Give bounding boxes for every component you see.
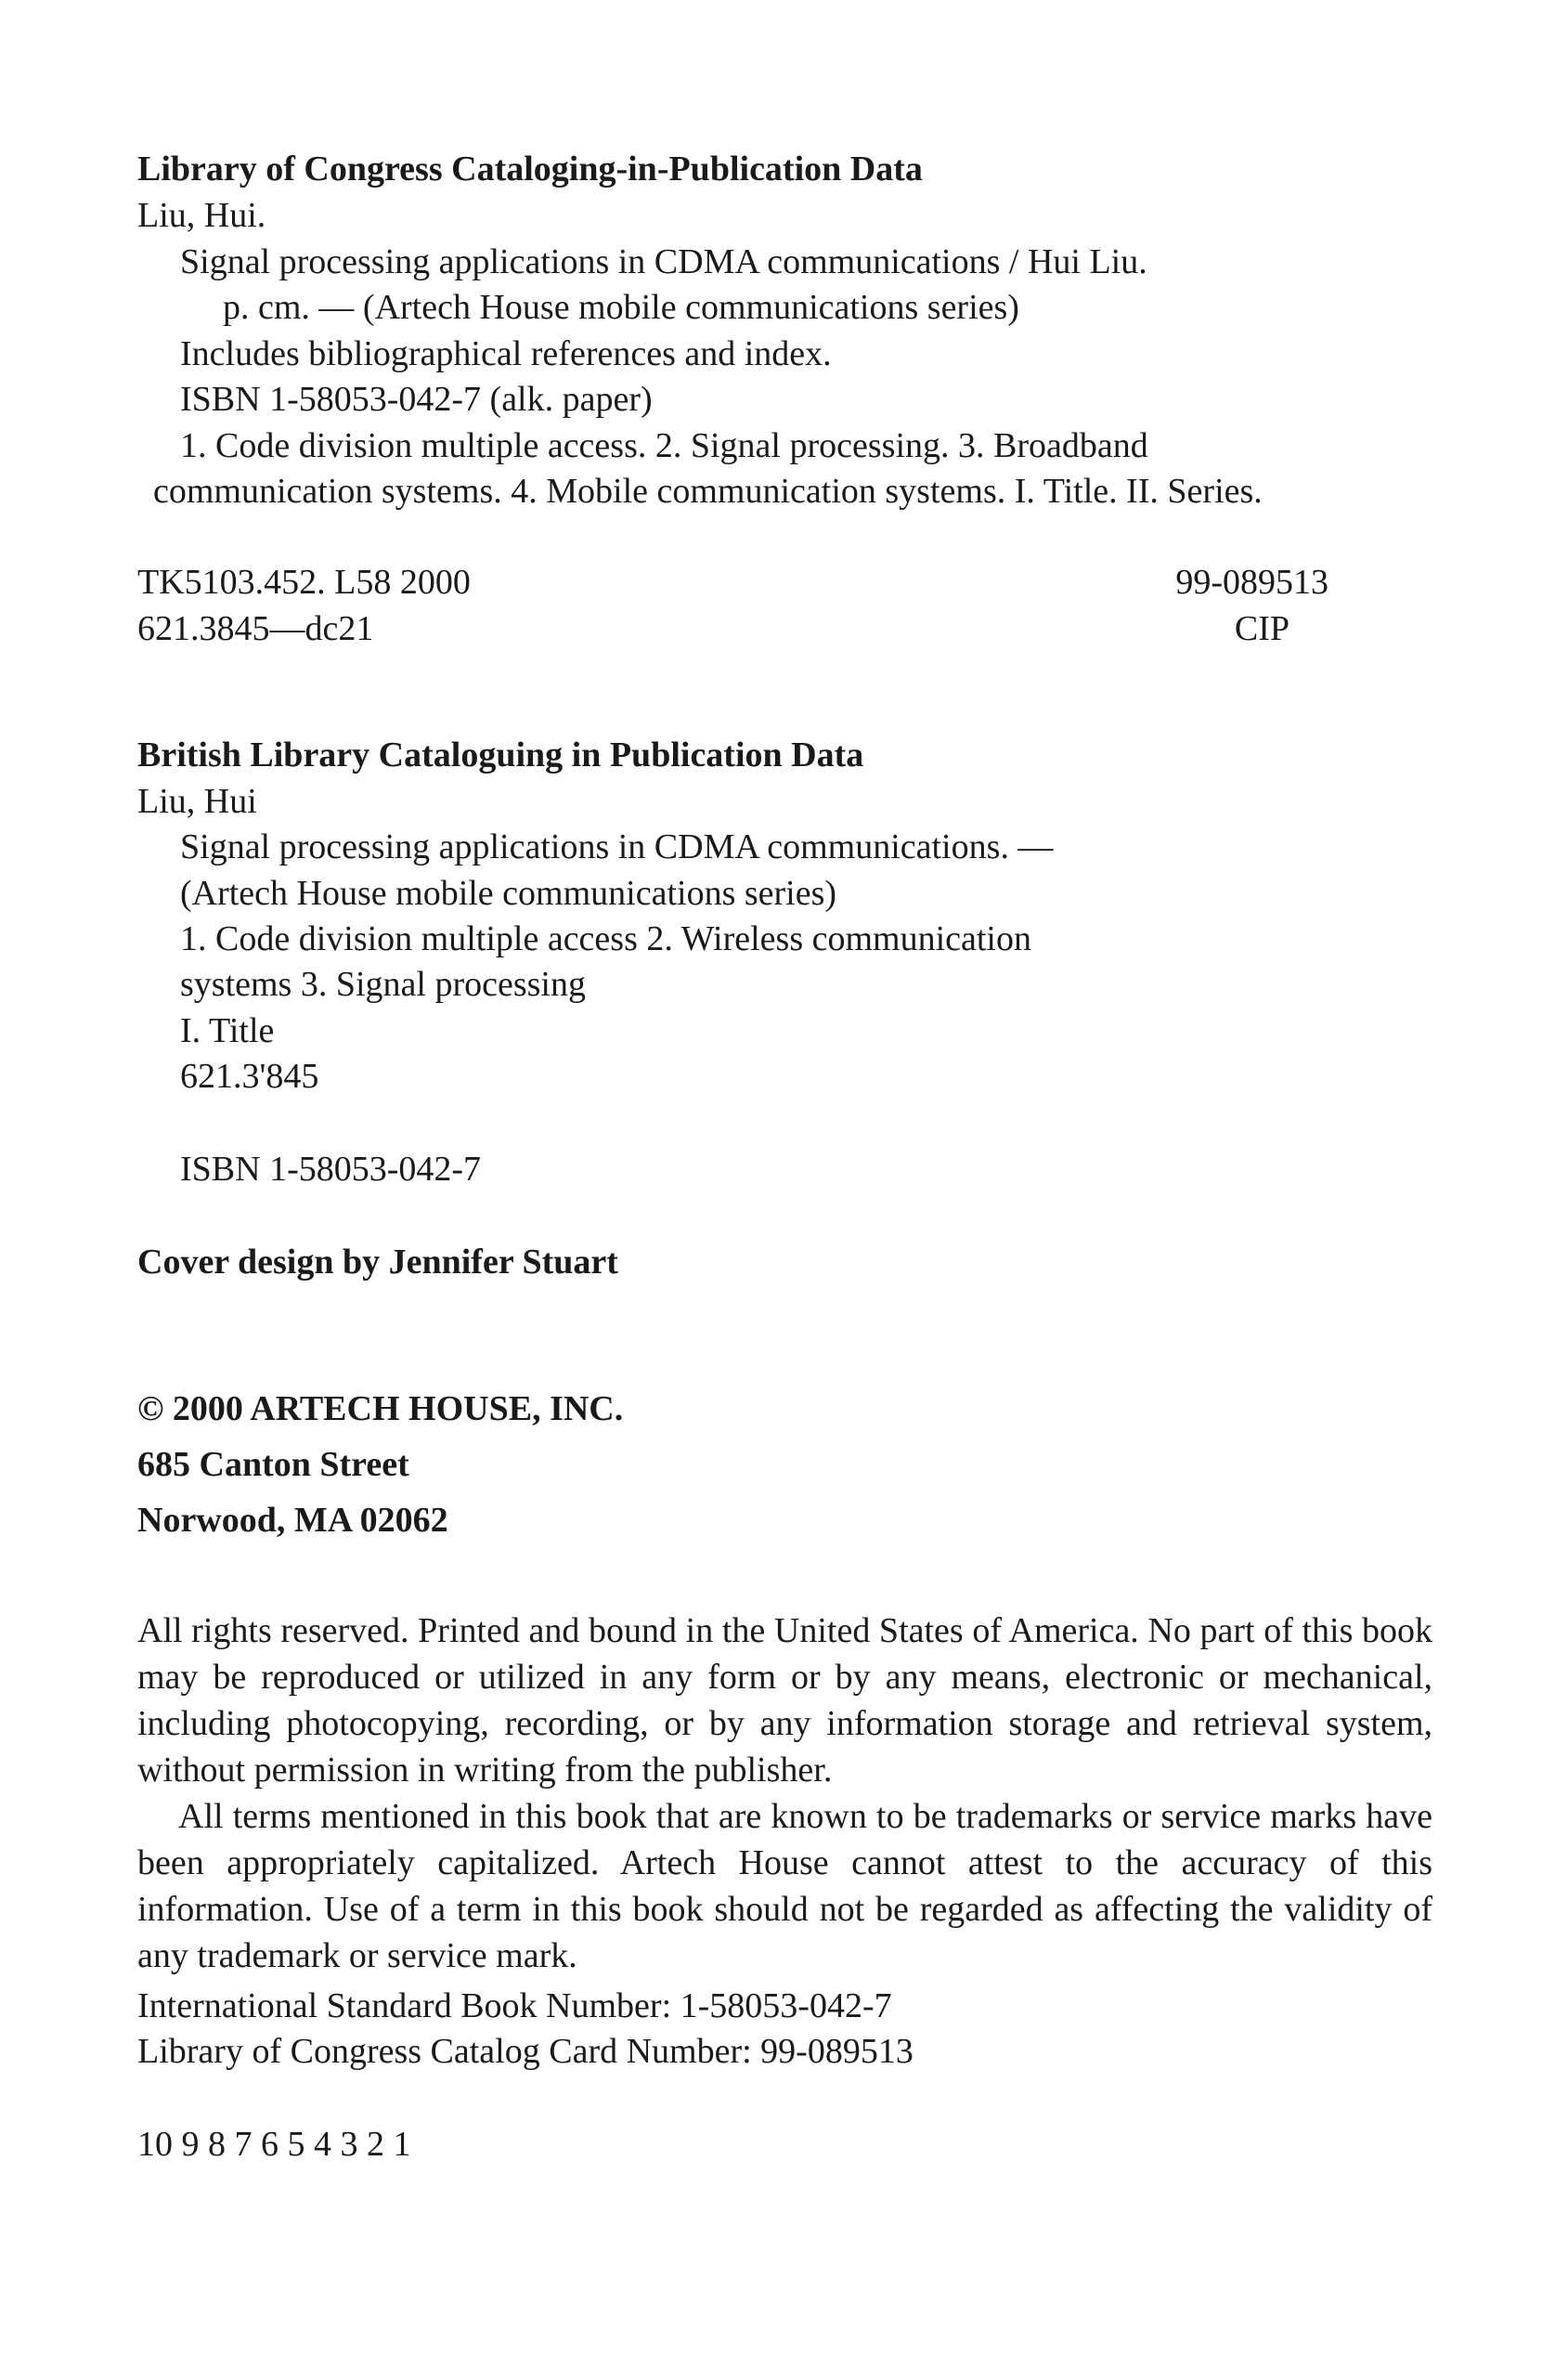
bl-subjects-line-1: 1. Code division multiple access 2. Wireless communication bbox=[180, 919, 1031, 958]
rights-paragraph: All rights reserved. Printed and bound in the United States of America. No part of this book may be reproduced or utilized in any form or by any means, electronic or mechanical, including photocopying, recording, or by any information storage and retrieval system, without permission in writing from the publisher. bbox=[137, 1611, 1432, 1790]
loc-heading: Library of Congress Cataloging-in-Publication Data bbox=[137, 150, 923, 189]
loc-physical: p. cm. — (Artech House mobile communications series) bbox=[223, 288, 1019, 327]
cover-credit: Cover design by Jennifer Stuart bbox=[137, 1243, 618, 1282]
loc-lccn: 99-089513 bbox=[1175, 563, 1328, 602]
publisher-city: Norwood, MA 02062 bbox=[137, 1501, 448, 1540]
lccn-statement: Library of Congress Catalog Card Number: 99-089513 bbox=[137, 2032, 914, 2071]
bl-author: Liu, Hui bbox=[137, 782, 257, 821]
printing-line: 10 9 8 7 6 5 4 3 2 1 bbox=[137, 2125, 411, 2164]
trademark-paragraph: All terms mentioned in this book that are known to be trademarks or service marks have been appropriately capitalized. Artech House cannot attest to the accuracy of this information. Use of a term in this book should not be regarded as affecting the validity of any trademark or service mark. bbox=[137, 1797, 1432, 1975]
rights-text bbox=[137, 1608, 1432, 1979]
loc-subjects-line-1: 1. Code division multiple access. 2. Signal processing. 3. Broadband bbox=[180, 426, 1148, 465]
loc-dewey: 621.3845—dc21 bbox=[137, 609, 374, 648]
copyright-notice: © 2000 ARTECH HOUSE, INC. bbox=[137, 1389, 624, 1428]
loc-cip: CIP bbox=[1234, 609, 1289, 648]
loc-call-number: TK5103.452. L58 2000 bbox=[137, 563, 471, 602]
bl-title-entry: I. Title bbox=[180, 1011, 275, 1050]
loc-notes: Includes bibliographical references and index. bbox=[180, 334, 832, 373]
loc-isbn: ISBN 1-58053-042-7 (alk. paper) bbox=[180, 380, 653, 419]
bl-heading: British Library Cataloguing in Publication Data bbox=[137, 735, 864, 774]
bl-isbn: ISBN 1-58053-042-7 bbox=[180, 1150, 482, 1189]
loc-title: Signal processing applications in CDMA communications / Hui Liu. bbox=[180, 242, 1147, 281]
bl-dewey: 621.3'845 bbox=[180, 1057, 319, 1096]
isbn-statement: International Standard Book Number: 1-58053-042-7 bbox=[137, 1986, 892, 2025]
publisher-street: 685 Canton Street bbox=[137, 1445, 409, 1484]
loc-subjects-line-2: communication systems. 4. Mobile communication systems. I. Title. II. Series. bbox=[153, 472, 1263, 511]
bl-subjects-line-2: systems 3. Signal processing bbox=[180, 965, 586, 1004]
bl-series: (Artech House mobile communications series) bbox=[180, 874, 837, 913]
bl-title: Signal processing applications in CDMA communications. — bbox=[180, 827, 1054, 866]
loc-author: Liu, Hui. bbox=[137, 196, 266, 235]
